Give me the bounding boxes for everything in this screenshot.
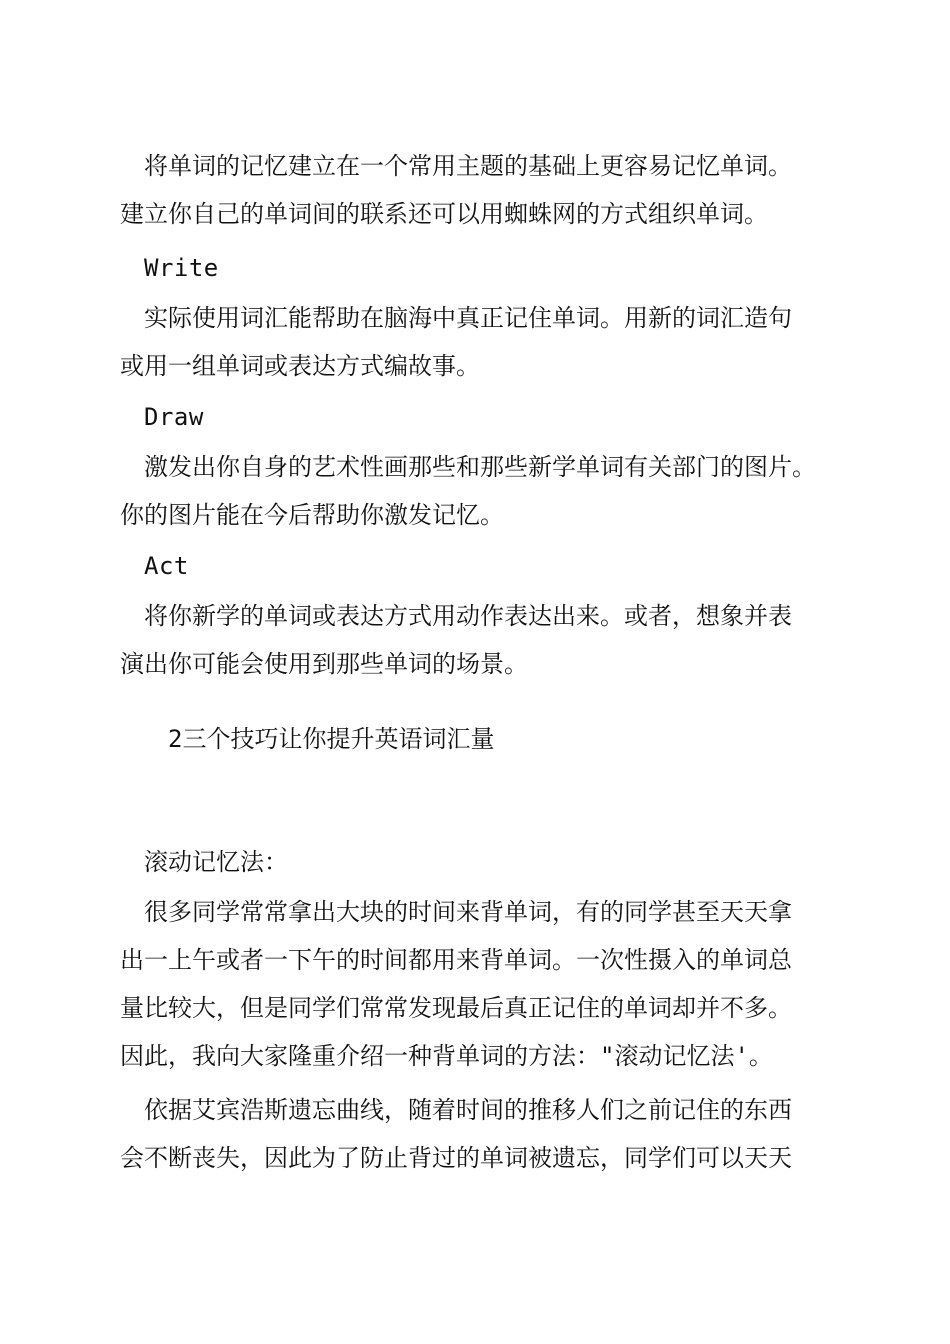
paragraph-draw <box>120 443 840 539</box>
paragraph-theme <box>120 142 840 238</box>
method-title <box>120 838 840 886</box>
paragraph-ebbinghaus <box>120 1086 840 1182</box>
text-line: 因此，我向大家隆重介绍一种背单词的方法："滚动记忆法'。 <box>120 1042 773 1070</box>
text-line: 依据艾宾浩斯遗忘曲线，随着时间的推移人们之前记住的东西 <box>144 1096 792 1124</box>
text-line: 或用一组单词或表达方式编故事。 <box>120 352 480 380</box>
text-line: 将你新学的单词或表达方式用动作表达出来。或者，想象并表 <box>144 602 792 630</box>
text-line: 会不断丧失，因此为了防止背过的单词被遗忘，同学们可以天天 <box>120 1144 792 1172</box>
text-line: 激发出你自身的艺术性画那些和那些新学单词有关部门的图片。 <box>144 453 816 481</box>
section-heading: 2三个技巧让你提升英语词汇量 <box>168 725 495 753</box>
subheading-text: Draw <box>144 403 204 431</box>
text-line: 建立你自己的单词间的联系还可以用蜘蛛网的方式组织单词。 <box>120 200 768 228</box>
subheading-act <box>120 542 840 590</box>
text-line: 很多同学常常拿出大块的时间来背单词，有的同学甚至天天拿 <box>144 898 792 926</box>
text-line: 将单词的记忆建立在一个常用主题的基础上更容易记忆单词。 <box>144 152 792 180</box>
method-title-text: 滚动记忆法： <box>144 848 288 876</box>
text-line: 你的图片能在今后帮助你激发记忆。 <box>120 501 504 529</box>
subheading-text: Act <box>144 552 189 580</box>
text-line: 量比较大，但是同学们常常发现最后真正记住的单词却并不多。 <box>120 994 792 1022</box>
subheading-write <box>120 244 840 292</box>
paragraph-write <box>120 294 840 390</box>
subheading-draw <box>120 393 840 441</box>
text-line: 演出你可能会使用到那些单词的场景。 <box>120 650 528 678</box>
text-line: 出一上午或者一下午的时间都用来背单词。一次性摄入的单词总 <box>120 946 792 974</box>
subheading-text: Write <box>144 254 219 282</box>
paragraph-act <box>120 592 840 688</box>
text-line: 实际使用词汇能帮助在脑海中真正记住单词。用新的词汇造句 <box>144 304 792 332</box>
paragraph-rolling-memory <box>120 888 840 1080</box>
